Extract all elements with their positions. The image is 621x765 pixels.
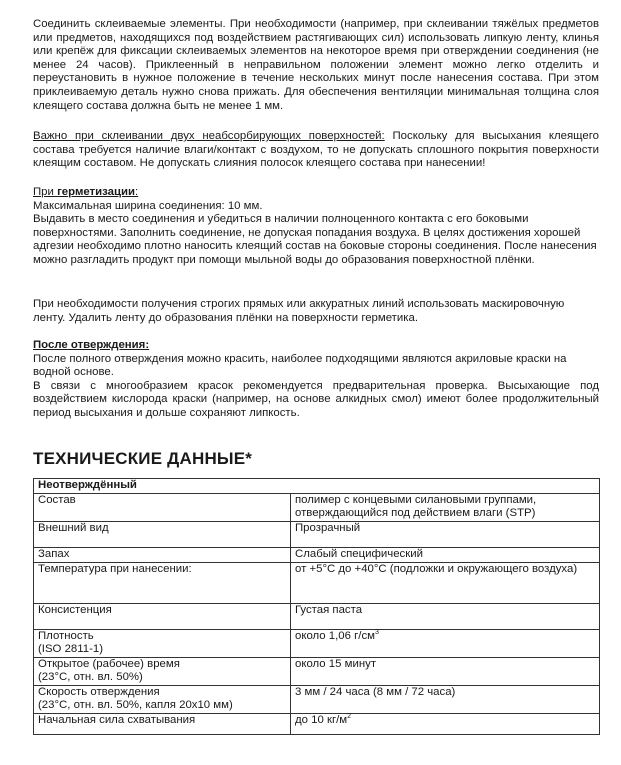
table-header-cell: Неотверждённый — [34, 479, 600, 494]
sealing-heading: При герметизации: — [33, 186, 139, 198]
sealing-max-width: Максимальная ширина соединения: 10 мм. — [33, 199, 263, 212]
table-row — [34, 630, 600, 658]
paragraph-masking-tape: При необходимости получения строгих прямых или аккуратных линий использовать маскировочную ленту. Удалить ленту до образования плёнки на поверхности герметика. — [33, 298, 565, 324]
after-curing-paint: После полного отверждения можно красить, наиболее подходящими являются акриловые краски на водной основе. — [33, 352, 567, 379]
paragraph-bonding: Соединить склеиваемые элементы. При необходимости (например, при склеивании тяжёлых предметов или предметов, находящихся под воздействием растягивающих сил) использовать липкую ленту, клинья или крепёж для фиксации склеиваемых элементов на некоторое время при отверждении соединения (не менее 24 часов). Приклеенный в неправильном положении элемент можно легко отделить и переустановить в нужное положение в течение нескольких минут после нанесения состава. При этом приклеиваемую деталь нужно снова прижать. Для обеспечения вентиляции минимальная толщина слоя клеящего состава должна быть не менее 1 мм. — [33, 18, 599, 112]
row-label: Запах — [34, 548, 291, 563]
row-label: Плотность (ISO 2811-1) — [34, 630, 291, 658]
row-label: Скорость отверждения (23°С, отн. вл. 50%, капля 20х10 мм) — [34, 686, 291, 714]
table-header-row — [34, 479, 600, 494]
after-curing-check: В связи с многообразием красок рекомендуется предварительная проверка. Высыхающие под воздействием кислорода краски (например, на основе алкидных смол) имеют более продолжительный период высыхания и дольше сохраняют липкость. — [33, 379, 599, 419]
sealing-instructions: Выдавить в место соединения и убедиться в наличии полноценного контакта с его боковыми поверхностями. Заполнить соединение, не допуская попадания воздуха. В целях достижения хорошей адгезии необходимо плотно наносить клеящий состав на боковые стороны соединения. После нанесения можно разгладить продукт при помощи мыльной воды до образования поверхностной плёнки. — [33, 213, 597, 266]
table-row — [34, 714, 600, 735]
row-value: 3 мм / 24 часа (8 мм / 72 часа) — [291, 686, 600, 714]
row-value: от +5°С до +40°С (подложки и окружающего воздуха) — [291, 563, 600, 604]
table-row — [34, 686, 600, 714]
section-title: ТЕХНИЧЕСКИЕ ДАННЫЕ* — [33, 449, 253, 468]
row-value: около 15 минут — [291, 658, 600, 686]
after-curing-heading: После отверждения: — [33, 339, 150, 351]
row-value: полимер с концевыми силановыми группами, отверждающийся под действием влаги (STP) — [291, 494, 600, 522]
row-label: Состав — [34, 494, 291, 522]
row-label: Консистенция — [34, 604, 291, 630]
row-value: до 10 $кг/м^2$ — [291, 714, 600, 735]
tech-data-table — [33, 478, 600, 735]
row-value: Прозрачный — [291, 522, 600, 548]
row-label: Температура при нанесении: — [34, 563, 291, 604]
paragraph-sealing — [33, 186, 599, 268]
row-value: Слабый специфический — [291, 548, 600, 563]
table-row — [34, 522, 600, 548]
row-label: Начальная сила схватывания — [34, 714, 291, 735]
table-row — [34, 658, 600, 686]
table-row — [34, 604, 600, 630]
non-absorbent-text: Поскольку для высыхания клеящего состава требуется наличие влаги/контакт с воздухом, то не допускать сплошного покрытия поверхности клеящим составом. Не допускать слияния полосок клеящего состава при нанесении! — [33, 130, 599, 170]
row-label: Открытое (рабочее) время (23°С, отн. вл. 50%) — [34, 658, 291, 686]
table-row — [34, 548, 600, 563]
paragraph-after-curing — [33, 339, 599, 421]
table-row — [34, 563, 600, 604]
row-value: около 1,06 $г/см^3$ — [291, 630, 600, 658]
paragraph-non-absorbent — [33, 130, 599, 171]
row-value: Густая паста — [291, 604, 600, 630]
row-label: Внешний вид — [34, 522, 291, 548]
non-absorbent-lead: Важно при склеивании двух неабсорбирующих поверхностей: — [33, 130, 385, 142]
table-row — [34, 494, 600, 522]
